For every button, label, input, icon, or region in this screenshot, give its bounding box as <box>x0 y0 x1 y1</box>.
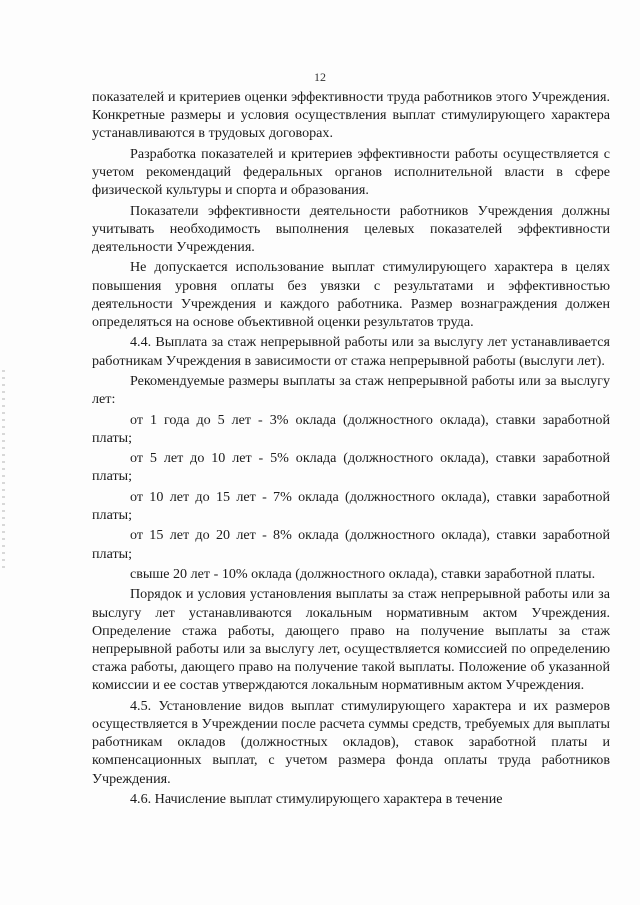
paragraph-section-4-5: 4.5. Установление видов выплат стимулирующего характера и их размеров осуществляется в Учреждении после расчета суммы средств, требуемых для выплаты работникам окладов (должностных окладов), ставок заработной платы и компенсационных выплат, с учетом размера фонда оплаты труда работников Учреждения. <box>92 697 610 787</box>
list-item-10-15-years: от 10 лет до 15 лет - 7% оклада (должностного оклада), ставки заработной платы; <box>92 488 610 523</box>
paragraph-indicators-development: Разработка показателей и критериев эффективности работы осуществляется с учетом рекомендаций федеральных органов исполнительной власти в сфере физической культуры и спорта и образования. <box>92 145 610 199</box>
list-item-1-5-years: от 1 года до 5 лет - 3% оклада (должностного оклада), ставки заработной платы; <box>92 411 610 446</box>
list-item-over-20-years: свыше 20 лет - 10% оклада (должностного оклада), ставки заработной платы. <box>130 565 596 582</box>
document-body <box>92 88 610 810</box>
paragraph-section-4-6: 4.6. Начисление выплат стимулирующего характера в течение <box>130 790 503 807</box>
paragraph-efficiency-indicators: Показатели эффективности деятельности работников Учреждения должны учитывать необходимость выполнения целевых показателей эффективности деятельности Учреждения. <box>92 202 610 255</box>
paragraph-payment-restriction: Не допускается использование выплат стимулирующего характера в целях повышения уровня оплаты без увязки с результатами и эффективностью деятельности Учреждения и каждого работника. Размер вознаграждения должен определяться на основе объективной оценки результатов труда. <box>92 259 610 330</box>
list-item-15-20-years: от 15 лет до 20 лет - 8% оклада (должностного оклада), ставки заработной платы; <box>92 527 610 562</box>
paragraph-procedure-conditions: Порядок и условия установления выплаты за стаж непрерывной работы или за выслугу лет устанавливаются локальным нормативным актом Учреждения. Определение стажа работы, дающего право на получение выплаты за стаж непрерывной работы или за выслугу лет, осуществляется комиссией по определению стажа работы, дающего право на получение такой выплаты. Положение об указанной комиссии и ее состав утверждаются локальным нормативным актом Учреждения. <box>92 586 610 694</box>
paragraph-recommended-sizes: Рекомендуемые размеры выплаты за стаж непрерывной работы или за выслугу лет: <box>92 372 610 408</box>
list-item-5-10-years: от 5 лет до 10 лет - 5% оклада (должностного оклада), ставки заработной платы; <box>92 450 610 485</box>
paragraph-continuation: показателей и критериев оценки эффективности труда работников этого Учреждения. Конкретные размеры и условия осуществления выплат стимулирующего характера устанавливаются в трудовых договорах. <box>92 89 610 142</box>
page-number: 12 <box>314 70 326 84</box>
scan-margin-marks <box>2 370 5 570</box>
paragraph-section-4-4: 4.4. Выплата за стаж непрерывной работы или за выслугу лет устанавливается работникам Учреждения в зависимости от стажа непрерывной работы (выслуги лет). <box>92 334 610 369</box>
